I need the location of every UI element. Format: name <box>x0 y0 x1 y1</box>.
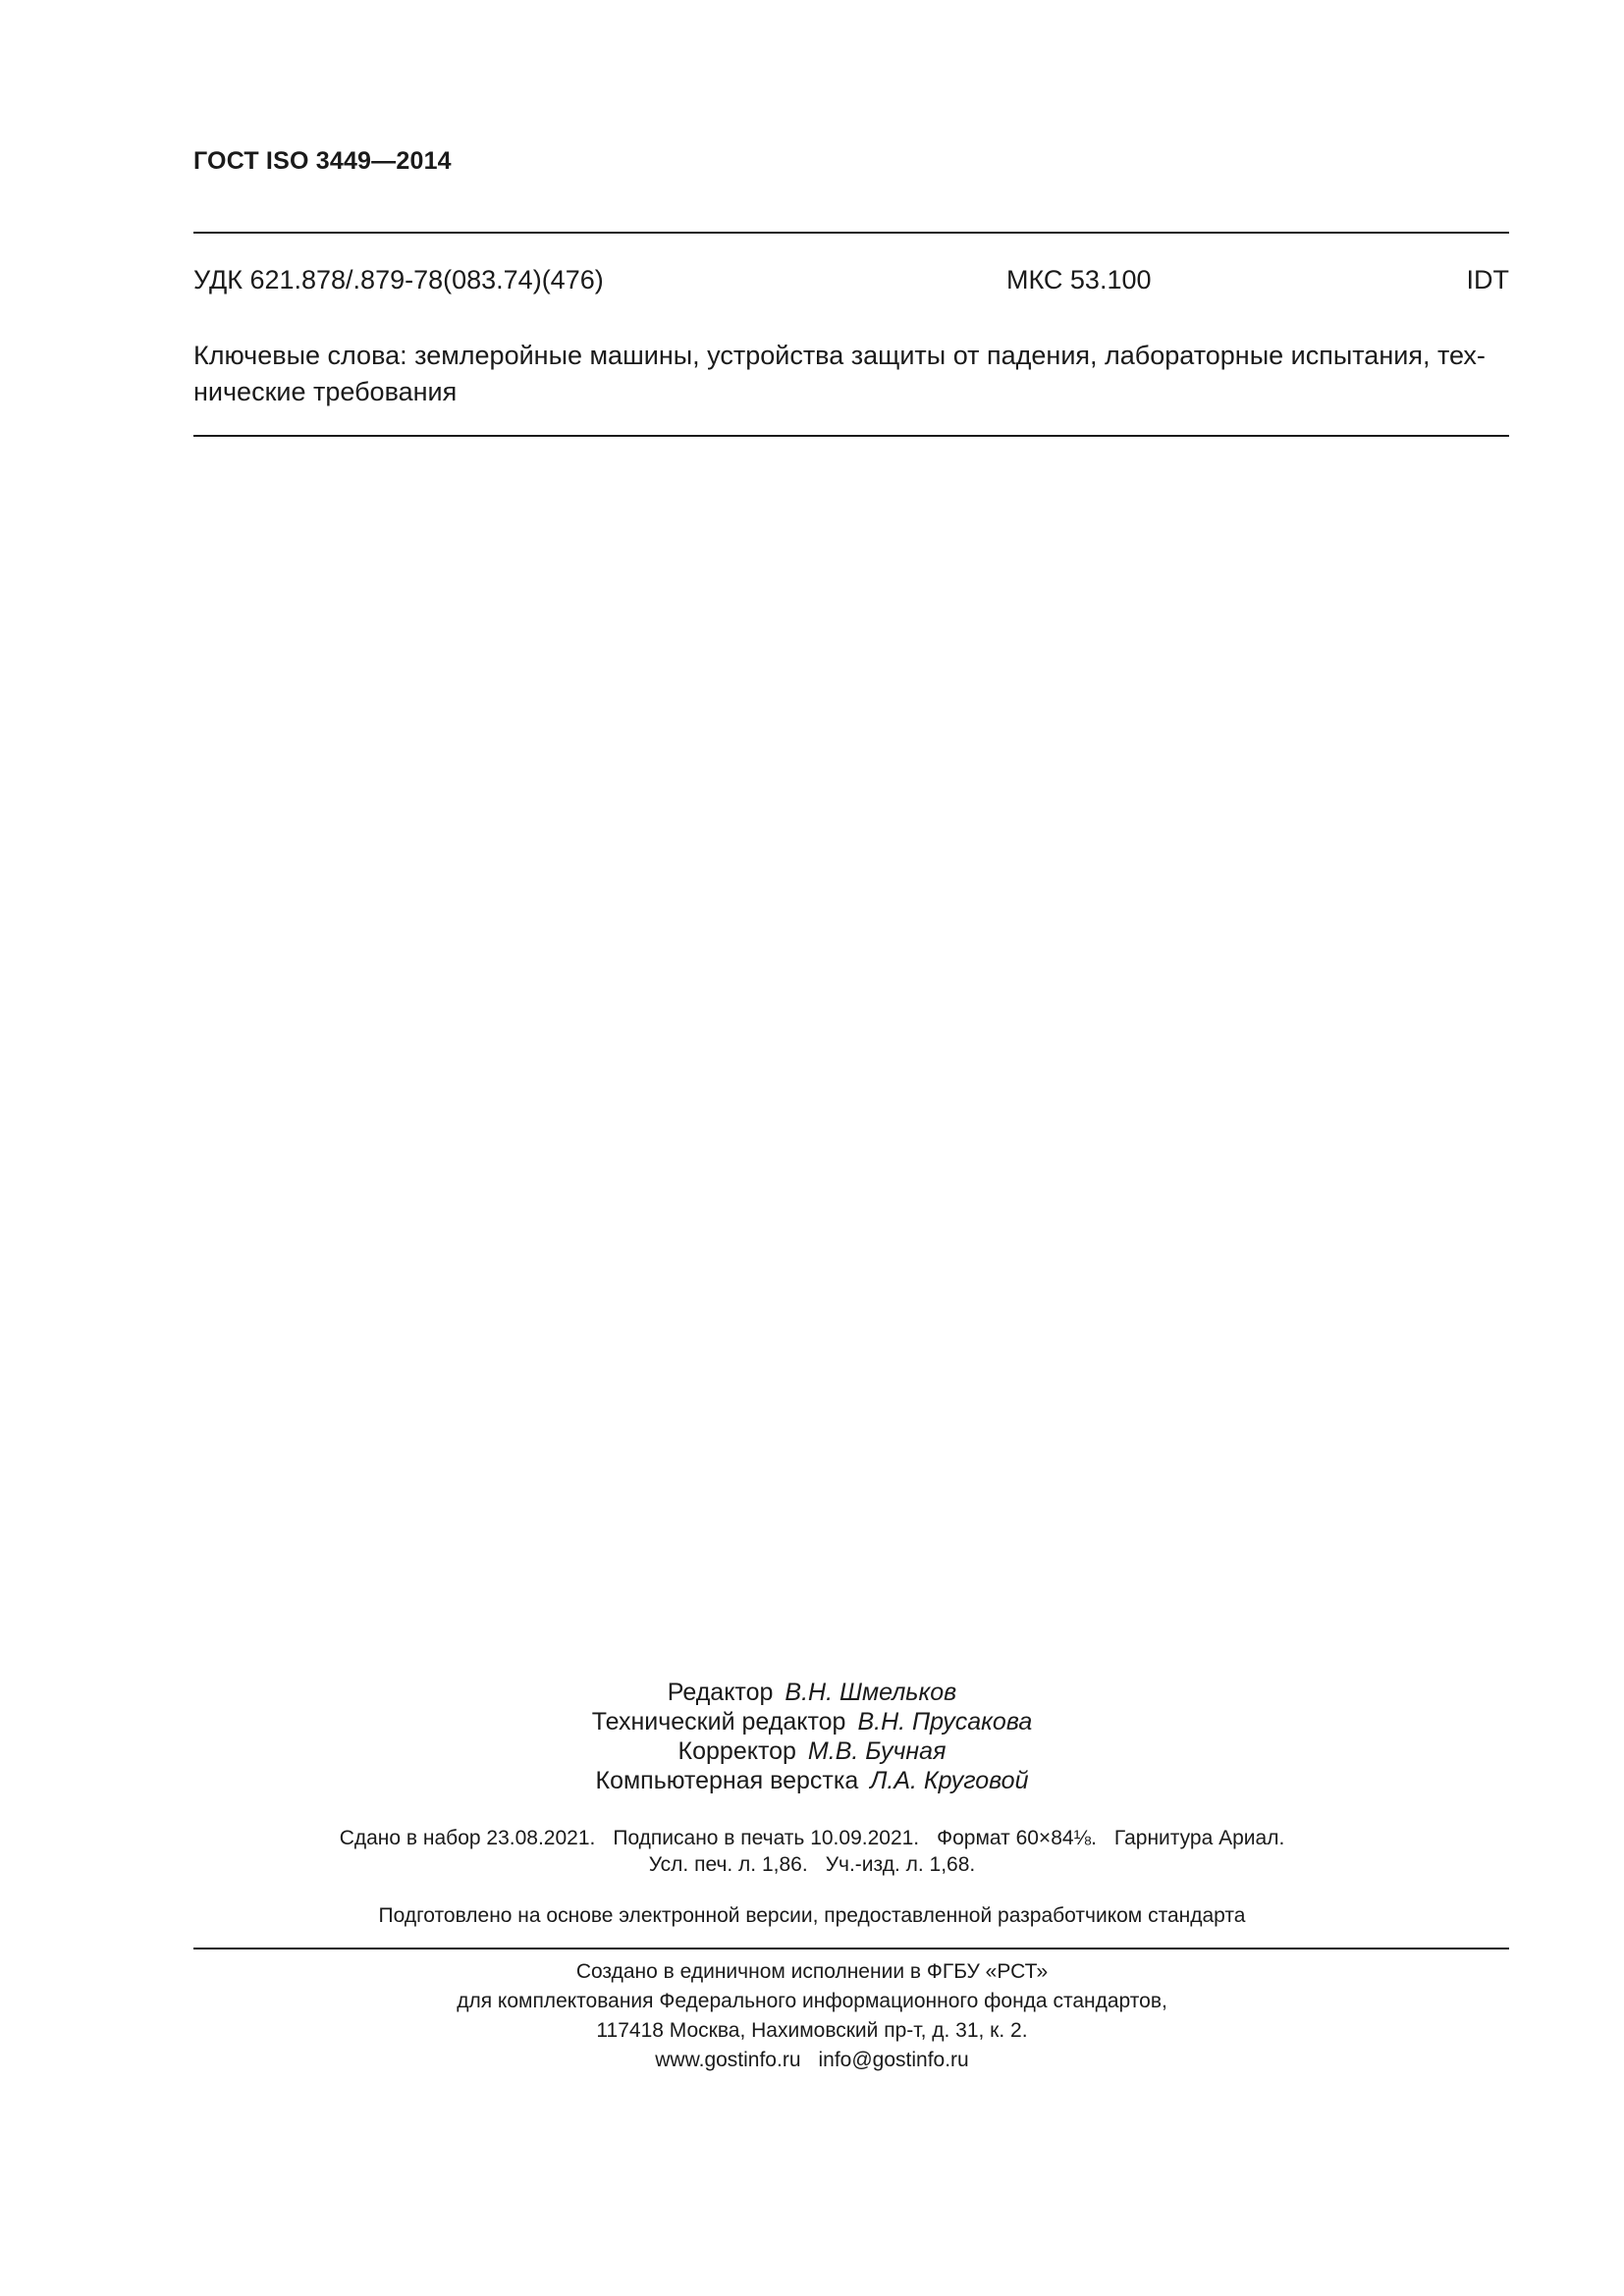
keywords-block <box>193 338 1509 410</box>
credit-name: М.В. Бучная <box>807 1737 947 1765</box>
typeface: Гарнитура Ариал. <box>1113 1827 1285 1849</box>
credit-layout <box>0 1766 1624 1795</box>
credit-role: Компьютерная верстка <box>595 1767 859 1794</box>
print-info-line <box>0 1851 1624 1878</box>
credit-proofreader <box>0 1736 1624 1766</box>
keywords-divider <box>193 435 1509 437</box>
print-sheets: Усл. печ. л. 1,86. <box>648 1853 808 1876</box>
credit-role: Редактор <box>667 1679 774 1706</box>
publisher-line: Создано в единичном исполнении в ФГБУ «РСТ» <box>575 1960 1049 1983</box>
credit-role: Технический редактор <box>591 1708 846 1735</box>
submitted-date: Сдано в набор 23.08.2021. <box>339 1827 596 1849</box>
document-code: ГОСТ ISO 3449—2014 <box>193 147 452 175</box>
mks-code: МКС 53.100 <box>1006 265 1152 294</box>
publisher-contacts <box>0 2046 1624 2075</box>
idt-mark: IDT <box>1466 265 1509 294</box>
keywords-line: нические требования <box>193 377 458 406</box>
credit-tech-editor <box>0 1707 1624 1736</box>
publisher-block <box>0 1957 1624 2075</box>
classification-row <box>193 265 1509 300</box>
credit-role: Корректор <box>677 1737 796 1765</box>
credits-block <box>0 1678 1624 1795</box>
paper-format: Формат 60×84⅛. <box>937 1827 1097 1849</box>
print-info-line <box>0 1825 1624 1851</box>
print-info-block <box>0 1825 1624 1878</box>
udk-code: УДК 621.878/.879-78(083.74)(476) <box>193 265 604 294</box>
publisher-address: 117418 Москва, Нахимовский пр-т, д. 31, к. 2. <box>596 2019 1028 2042</box>
keywords-line: Ключевые слова: землеройные машины, устройства защиты от падения, лабораторные испытания, тех- <box>193 341 1486 370</box>
email-link[interactable]: info@gostinfo.ru <box>818 2049 969 2071</box>
credit-editor <box>0 1678 1624 1707</box>
publication-sheets: Уч.-изд. л. 1,68. <box>825 1853 976 1876</box>
credit-name: Л.А. Круговой <box>870 1767 1029 1794</box>
prepared-note: Подготовлено на основе электронной версии, предоставленной разработчиком стандарта <box>378 1904 1246 1927</box>
website-link[interactable]: www.gostinfo.ru <box>655 2049 801 2071</box>
bottom-divider <box>193 1948 1509 1949</box>
credit-name: В.Н. Прусакова <box>857 1708 1033 1735</box>
signed-date: Подписано в печать 10.09.2021. <box>613 1827 920 1849</box>
credit-name: В.Н. Шмельков <box>785 1679 957 1706</box>
publisher-line: для комплектования Федерального информационного фонда стандартов, <box>457 1990 1167 2012</box>
top-divider <box>193 232 1509 234</box>
